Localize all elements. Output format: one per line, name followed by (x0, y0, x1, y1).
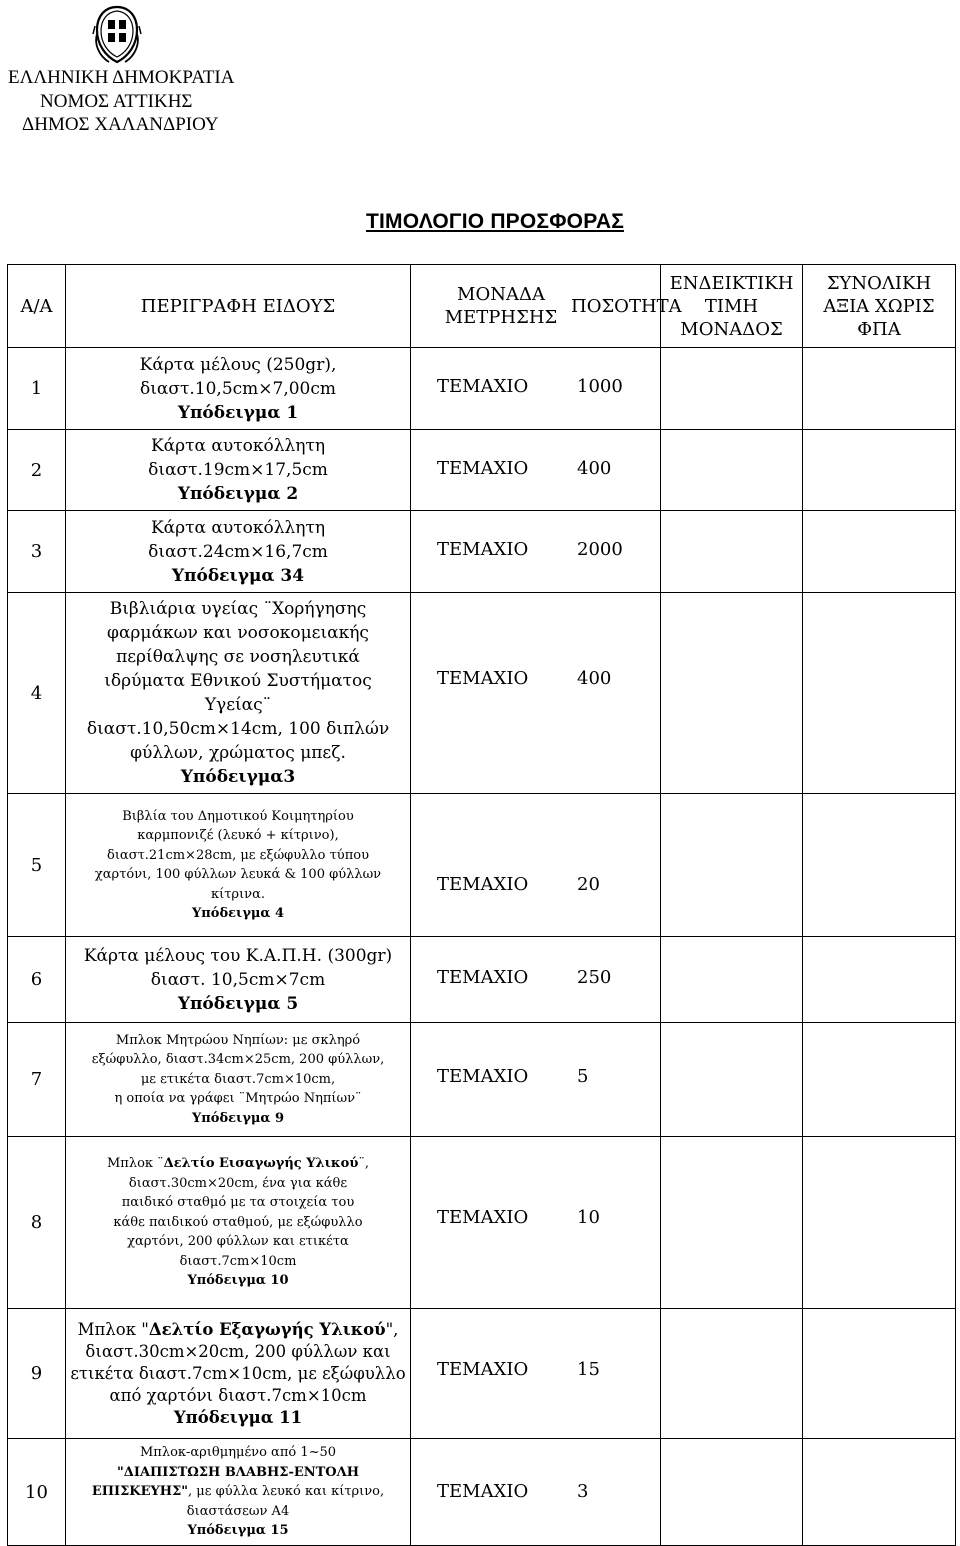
quantity: 20 (577, 874, 600, 895)
sample-ref: Υπόδειγμα 11 (173, 1407, 303, 1427)
unit-price-cell[interactable] (661, 511, 803, 593)
table-row (8, 794, 956, 937)
col-unit: ΜΟΝΑΔΑ ΜΕΤΡΗΣΗΣ (444, 284, 558, 328)
item-description: Κάρτα αυτοκόλλητη διαστ.24cm×16,7cm Υπόδειγμα 34 (66, 511, 411, 593)
sample-ref: Υπόδειγμα 1 (177, 402, 299, 423)
sample-ref: Υπόδειγμα3 (180, 767, 296, 787)
table-row (8, 348, 956, 430)
header-municipality: ΔΗΜΟΣ ΧΑΛΑΝΔΡΙΟΥ (22, 114, 219, 135)
item-description: Μπλοκ Μητρώου Νηπίων: με σκληρό εξώφυλλο, διαστ.34cm×25cm, 200 φύλλων, με ετικέτα διαστ.7cm×10cm, η οποία να γράφει ¨Μητρώο Νηπίων¨ Υπόδειγμα 9 (66, 1023, 411, 1137)
table-row (8, 511, 956, 593)
table-row (8, 1137, 956, 1309)
unit-of-measure: ΤΕΜΑΧΙΟ (437, 668, 529, 689)
col-description: ΠΕΡΙΓΡΑΦΗ ΕΙΔΟΥΣ (66, 265, 411, 348)
offer-table (7, 264, 956, 1546)
unit-of-measure: ΤΕΜΑΧΙΟ (437, 1066, 529, 1087)
row-number: 9 (8, 1309, 66, 1439)
quantity: 400 (577, 458, 612, 479)
unit-of-measure: ΤΕΜΑΧΙΟ (437, 376, 529, 397)
unit-price-cell[interactable] (661, 593, 803, 794)
row-number: 1 (8, 348, 66, 430)
quantity: 5 (577, 1066, 589, 1087)
total-cell[interactable] (803, 1023, 956, 1137)
header-country: ΕΛΛΗΝΙΚΗ ΔΗΜΟΚΡΑΤΙΑ (8, 67, 235, 88)
unit-of-measure: ΤΕΜΑΧΙΟ (437, 539, 529, 560)
quantity: 1000 (577, 376, 623, 397)
row-number: 5 (8, 794, 66, 937)
header-prefecture: ΝΟΜΟΣ ΑΤΤΙΚΗΣ (40, 90, 193, 112)
item-description: Κάρτα μέλους (250gr), διαστ.10,5cm×7,00cm Υπόδειγμα 1 (66, 348, 411, 430)
quantity: 2000 (577, 539, 623, 560)
hellenic-republic-emblem (91, 4, 143, 66)
table-row (8, 1439, 956, 1546)
sample-ref: Υπόδειγμα 9 (191, 1110, 284, 1126)
total-cell[interactable] (803, 348, 956, 430)
total-cell[interactable] (803, 593, 956, 794)
table-row (8, 430, 956, 511)
quantity: 15 (577, 1359, 600, 1380)
col-unit-qty (411, 265, 682, 348)
unit-of-measure: ΤΕΜΑΧΙΟ (437, 1359, 529, 1380)
item-description: Μπλοκ "Δελτίο Εξαγωγής Υλικού", διαστ.30cm×20cm, 200 φύλλων και ετικέτα διαστ.7cm×10cm, με εξώφυλλο από χαρτόνι διαστ.7cm×10cm Υπόδειγμα 11 (66, 1309, 411, 1439)
total-cell[interactable] (803, 937, 956, 1023)
unit-price-cell[interactable] (661, 1023, 803, 1137)
unit-of-measure: ΤΕΜΑΧΙΟ (437, 874, 529, 895)
item-description: Κάρτα αυτοκόλλητη διαστ.19cm×17,5cm Υπόδειγμα 2 (66, 430, 411, 511)
sample-ref: Υπόδειγμα 10 (187, 1273, 289, 1289)
unit-price-cell[interactable] (661, 1309, 803, 1439)
quantity: 250 (577, 967, 612, 988)
sample-ref: Υπόδειγμα 15 (187, 1523, 289, 1539)
item-description: Μπλοκ ¨Δελτίο Εισαγωγής Υλικού¨, διαστ.30cm×20cm, ένα για κάθε παιδικό σταθμό με τα στοιχεία του κάθε παιδικού σταθμού, με εξώφυλλο χαρτόνι, 200 φύλλων και ετικέτα διαστ.7cm×10cm Υπόδειγμα 10 (66, 1137, 411, 1309)
unit-of-measure: ΤΕΜΑΧΙΟ (437, 1481, 529, 1502)
total-cell[interactable] (803, 794, 956, 937)
item-description: Βιβλία του Δημοτικού Κοιμητηρίου καρμπονιζέ (λευκό + κίτρινο), διαστ.21cm×28cm, με εξώφυλλο τύπου χαρτόνι, 100 φύλλων λευκά & 100 φύλλων κίτρινα. Υπόδειγμα 4 (66, 794, 411, 937)
row-number: 10 (8, 1439, 66, 1546)
document-title: ΤΙΜΟΛΟΓΙΟ ΠΡΟΣΦΟΡΑΣ (365, 210, 625, 233)
unit-price-cell[interactable] (661, 1439, 803, 1546)
col-aa: Α/Α (8, 265, 66, 348)
item-description: Κάρτα μέλους του Κ.Α.Π.Η. (300gr) διαστ. 10,5cm×7cm Υπόδειγμα 5 (66, 937, 411, 1023)
sample-ref: Υπόδειγμα 4 (191, 906, 284, 921)
unit-of-measure: ΤΕΜΑΧΙΟ (437, 967, 529, 988)
col-total: ΣΥΝΟΛΙΚΗ ΑΞΙΑ ΧΩΡΙΣ ΦΠΑ (803, 265, 956, 348)
unit-of-measure: ΤΕΜΑΧΙΟ (437, 1207, 529, 1228)
unit-price-cell[interactable] (661, 430, 803, 511)
row-number: 8 (8, 1137, 66, 1309)
sample-ref: Υπόδειγμα 34 (171, 565, 305, 586)
table-header-row (8, 265, 956, 348)
quantity: 10 (577, 1207, 600, 1228)
total-cell[interactable] (803, 1137, 956, 1309)
table-row (8, 1309, 956, 1439)
total-cell[interactable] (803, 511, 956, 593)
unit-price-cell[interactable] (661, 348, 803, 430)
row-number: 2 (8, 430, 66, 511)
row-number: 3 (8, 511, 66, 593)
col-quantity: ΠΟΣΟΤΗΤΑ (571, 296, 682, 317)
row-number: 4 (8, 593, 66, 794)
total-cell[interactable] (803, 430, 956, 511)
table-row (8, 593, 956, 794)
unit-price-cell[interactable] (661, 937, 803, 1023)
table-row (8, 937, 956, 1023)
item-description: Μπλοκ-αριθμημένο από 1~50 "ΔΙΑΠΙΣΤΩΣΗ ΒΛΑΒΗΣ-ΕΝΤΟΛΗ ΕΠΙΣΚΕΥΗΣ", με φύλλα λευκό και κίτρινο, διαστάσεων Α4 Υπόδειγμα 15 (66, 1439, 411, 1546)
unit-of-measure: ΤΕΜΑΧΙΟ (437, 458, 529, 479)
total-cell[interactable] (803, 1309, 956, 1439)
row-number: 6 (8, 937, 66, 1023)
row-number: 7 (8, 1023, 66, 1137)
table-row (8, 1023, 956, 1137)
col-unit-price: ΕΝΔΕΙΚΤΙΚΗ ΤΙΜΗ ΜΟΝΑΔΟΣ (661, 265, 803, 348)
issuer-header (8, 66, 234, 137)
total-cell[interactable] (803, 1439, 956, 1546)
sample-ref: Υπόδειγμα 2 (177, 484, 299, 504)
quantity: 3 (577, 1481, 589, 1502)
item-description: Βιβλιάρια υγείας ¨Χορήγησης φαρμάκων και νοσοκομειακής περίθαλψης σε νοσηλευτικά ιδρύματα Εθνικού Συστήματος Υγείας¨ διαστ.10,50cm×14cm, 100 διπλών φύλλων, χρώματος μπεζ. Υπόδειγμα3 (66, 593, 411, 794)
sample-ref: Υπόδειγμα 5 (177, 993, 299, 1014)
unit-price-cell[interactable] (661, 794, 803, 937)
unit-price-cell[interactable] (661, 1137, 803, 1309)
quantity: 400 (577, 668, 612, 689)
